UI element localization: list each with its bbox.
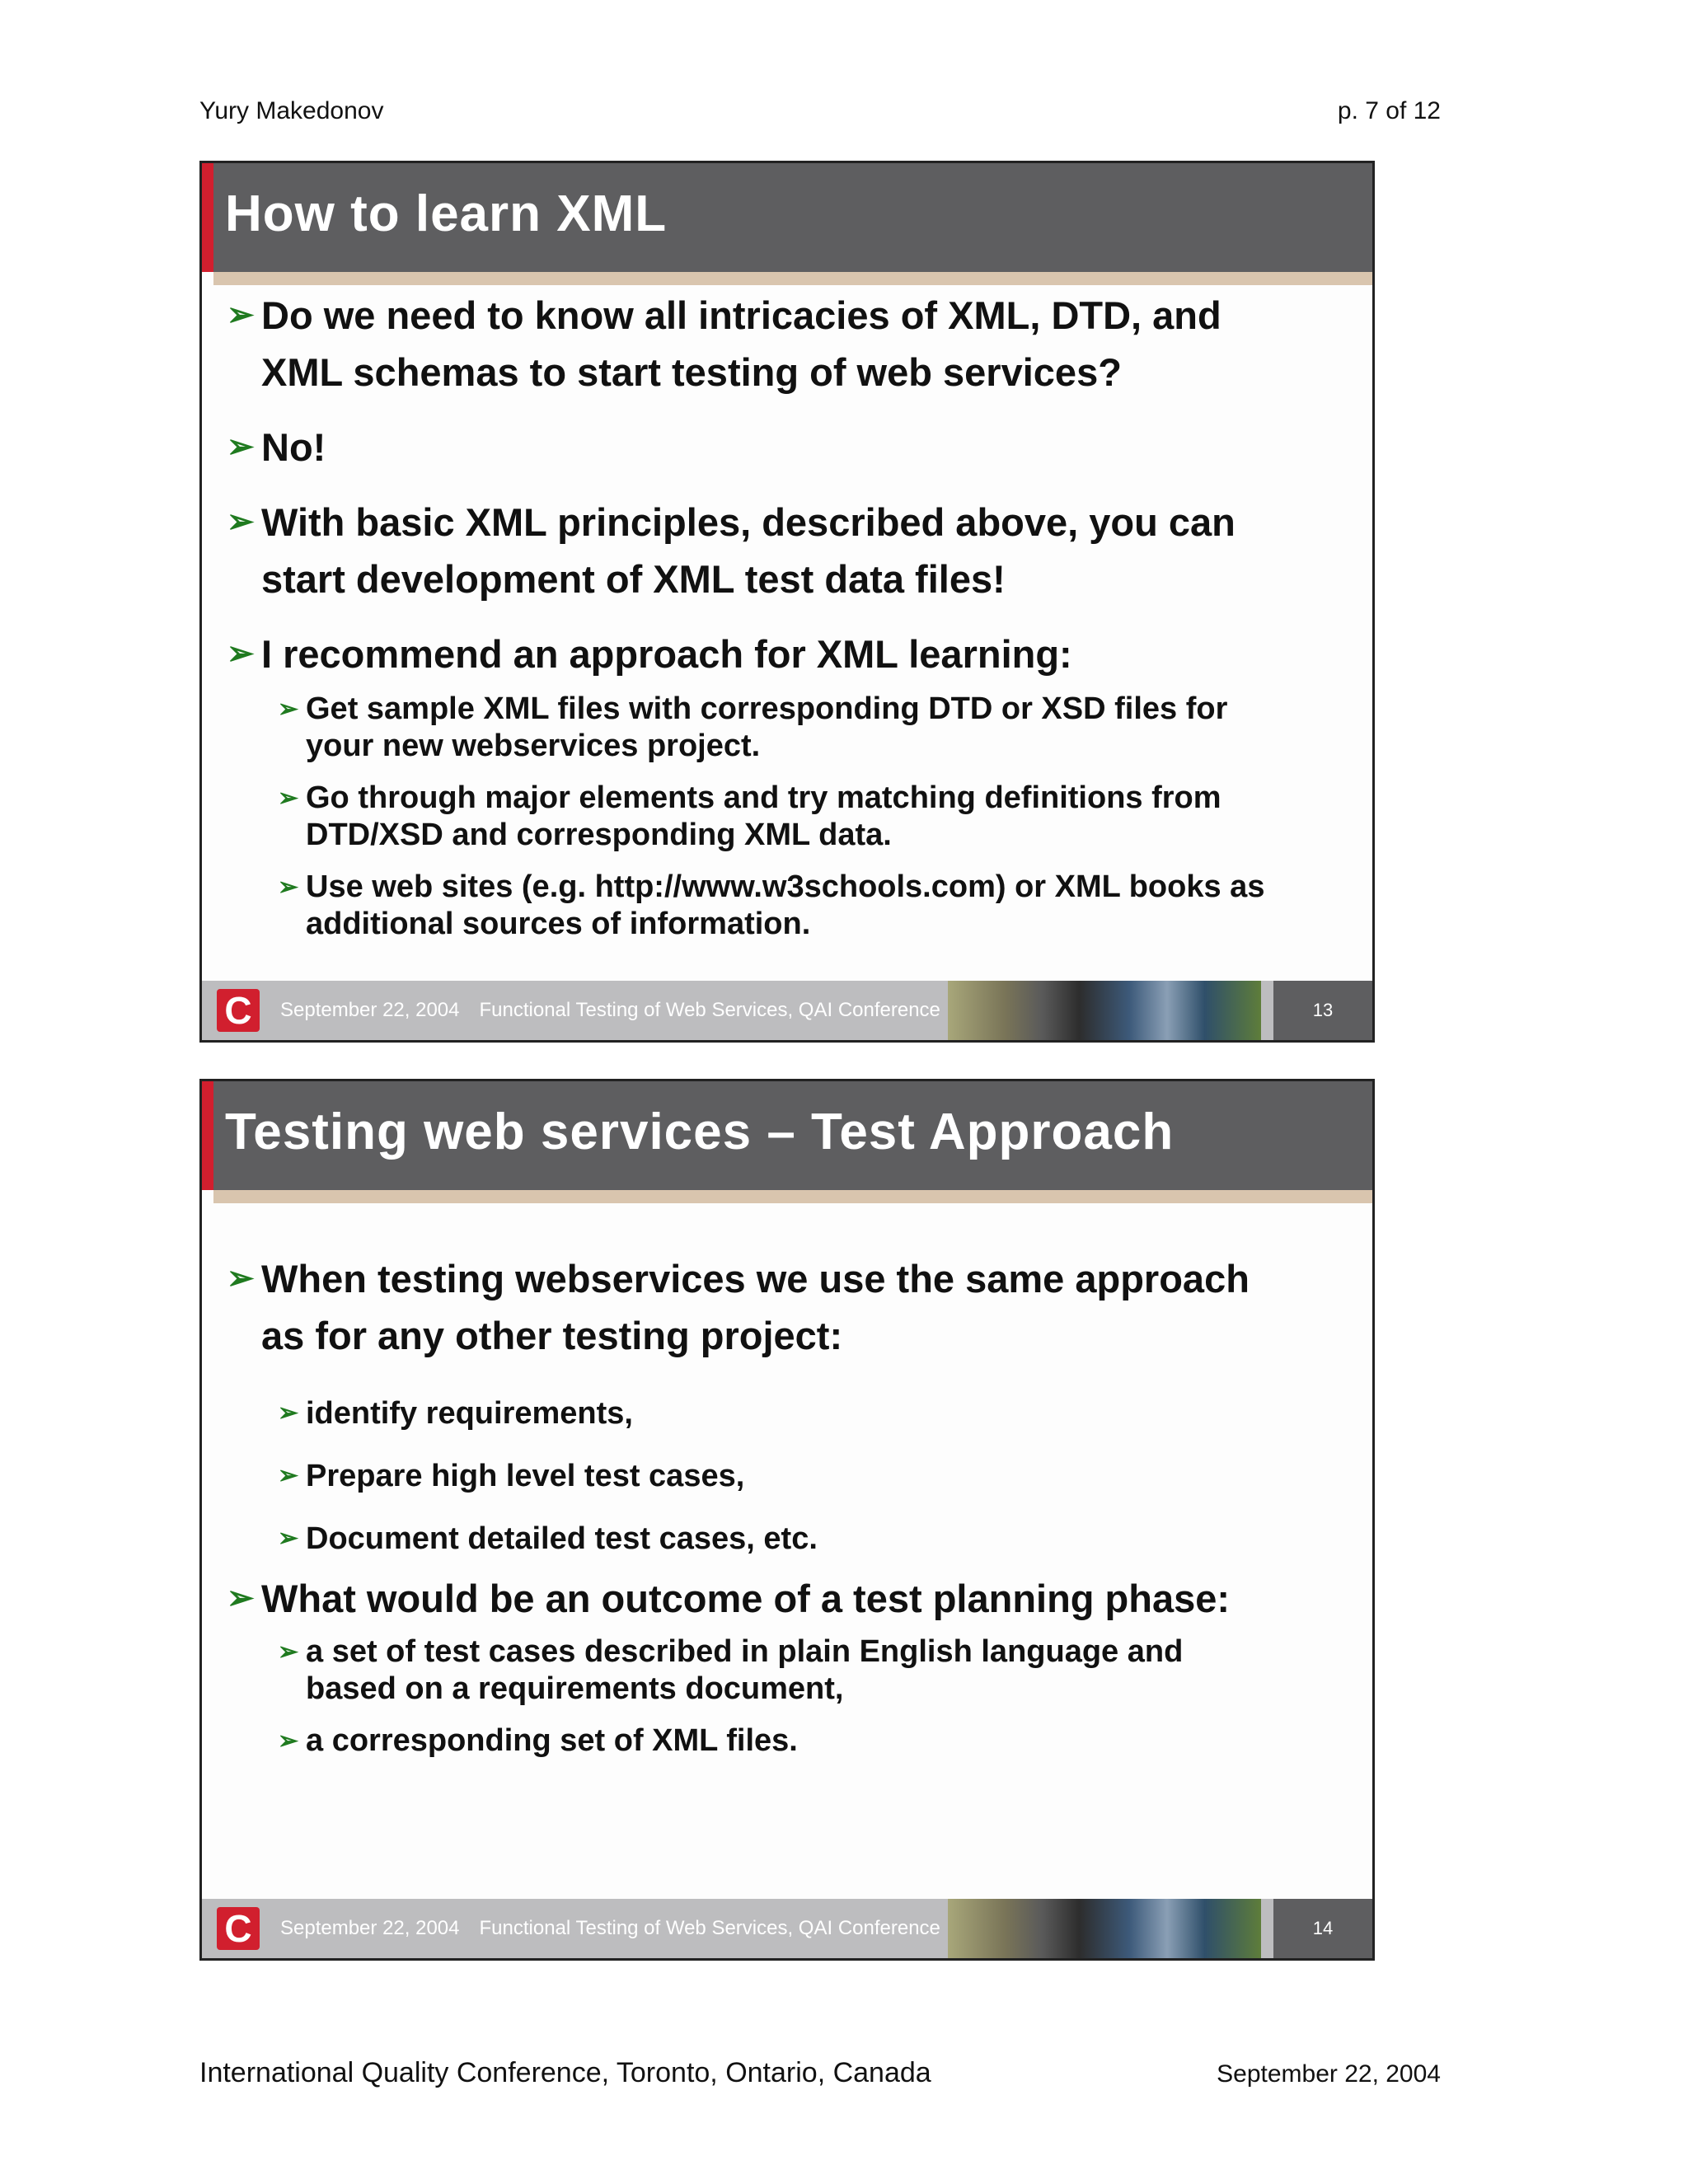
arrow-bullet-icon: ➢ (227, 504, 255, 540)
sub-bullet: ➢ a corresponding set of XML files. (278, 1723, 798, 1758)
arrow-bullet-icon: ➢ (227, 1580, 255, 1616)
page-footer (199, 2057, 1441, 2089)
bullet: ➢ When testing webservices we use the same approach as for any other testing project: (227, 1250, 1273, 1364)
slide-footer (202, 981, 1372, 1040)
arrow-bullet-icon: ➢ (227, 1260, 255, 1296)
sub-bullet: ➢ Document detailed test cases, etc. (227, 1507, 1273, 1570)
sub-bullet: ➢ Go through major elements and try matching definitions from DTD/XSD and corresponding XML data. (278, 780, 1221, 852)
footer-photo-strip (948, 981, 1261, 1040)
footer-date: September 22, 2004 (1217, 2060, 1441, 2088)
page-number: p. 7 of 12 (1337, 97, 1441, 124)
sub-bullet: ➢ identify requirements, (227, 1382, 1273, 1445)
bullet: ➢ I recommend an approach for XML learning: (227, 626, 1273, 682)
arrow-bullet-icon: ➢ (227, 429, 255, 465)
slide-title-bar (202, 1081, 1372, 1190)
conference-name: International Quality Conference, Toronto, Ontario, Canada (199, 2057, 931, 2088)
footer-photo-strip (948, 1899, 1261, 1958)
sub-bullet: ➢ a set of test cases described in plain English language and based on a requirements document, (278, 1634, 1184, 1706)
slide-number: 13 (1273, 981, 1372, 1040)
slide-14 (199, 1079, 1375, 1961)
arrow-bullet-icon: ➢ (278, 1525, 299, 1552)
title-accent (202, 163, 213, 272)
arrow-bullet-icon: ➢ (278, 1638, 299, 1666)
title-underline (213, 1190, 1372, 1203)
arrow-bullet-icon: ➢ (227, 635, 255, 672)
bullet: ➢ What would be an outcome of a test planning phase: (227, 1570, 1273, 1627)
slide-footer (202, 1899, 1372, 1958)
bullet: ➢ Do we need to know all intricacies of XML, DTD, and XML schemas to start testing of web services? (227, 287, 1273, 401)
slide-title: How to learn XML (225, 185, 668, 242)
arrow-bullet-icon: ➢ (278, 785, 299, 812)
slide-13 (199, 161, 1375, 1043)
sub-bullet: ➢ Use web sites (e.g. http://www.w3schools.com) or XML books as additional sources of information. (278, 869, 1265, 941)
arrow-bullet-icon: ➢ (278, 1399, 299, 1427)
title-accent (202, 1081, 213, 1190)
slide-footer-text (280, 1917, 960, 1940)
footer-date: September 22, 2004 (280, 1917, 460, 1939)
sub-bullet: ➢ Get sample XML files with corresponding DTD or XSD files for your new webservices project. (278, 691, 1228, 763)
arrow-bullet-icon: ➢ (278, 1462, 299, 1489)
arrow-bullet-icon: ➢ (227, 297, 255, 333)
slide-title-bar (202, 163, 1372, 272)
arrow-bullet-icon: ➢ (278, 696, 299, 723)
slide-footer-text (280, 999, 960, 1022)
footer-event: Functional Testing of Web Services, QAI Conference (479, 1917, 940, 1939)
slide-content (227, 1250, 1273, 1774)
slide-number: 14 (1273, 1899, 1372, 1958)
sub-bullet: ➢ Prepare high level test cases, (227, 1445, 1273, 1507)
footer-event: Functional Testing of Web Services, QAI Conference (479, 999, 940, 1021)
author: Yury Makedonov (199, 97, 384, 124)
slide-content (227, 287, 1273, 958)
bullet: ➢ With basic XML principles, described above, you can start development of XML test data files! (227, 494, 1273, 607)
arrow-bullet-icon: ➢ (278, 1727, 299, 1755)
title-underline (213, 272, 1372, 285)
page-header (199, 97, 1441, 125)
bullet: ➢ No! (227, 419, 1273, 476)
arrow-bullet-icon: ➢ (278, 874, 299, 901)
footer-date: September 22, 2004 (280, 999, 460, 1021)
company-logo-icon: C (217, 1907, 260, 1950)
slide-title: Testing web services – Test Approach (225, 1104, 1175, 1160)
company-logo-icon: C (217, 989, 260, 1032)
